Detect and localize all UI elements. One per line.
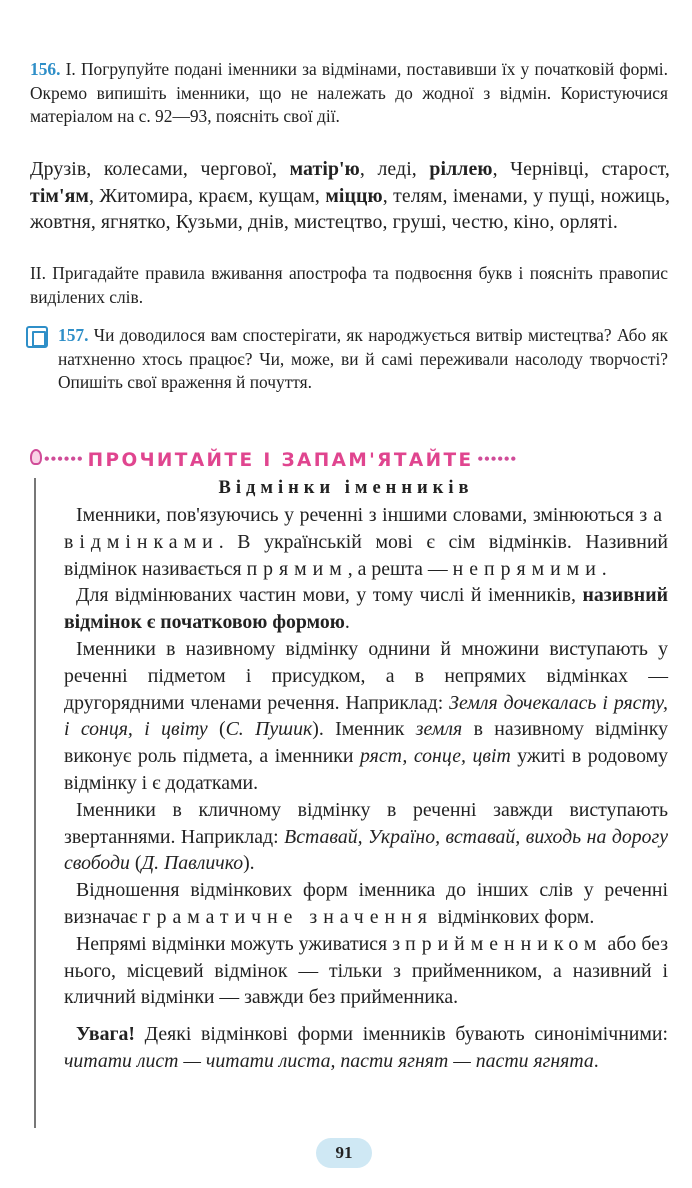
page-number: 91 (316, 1138, 372, 1168)
book-icon (26, 326, 48, 348)
exercise-text: Чи доводилося вам спостерігати, як народжується витвір мистецтва? Або як натхненно хтось працює? Чи, може, ви й самі переживали насолоду творчості? Опишіть свої враження й почуття. (58, 325, 668, 392)
word-list-text: , леді, (359, 158, 430, 180)
highlighted-word: матір'ю (289, 158, 360, 180)
exercise-156-task-2: ІІ. Пригадайте правила вживання апострофа та подвоєння букв і поясніть правопис виділених слів. (30, 263, 668, 307)
highlighted-word: тім'ям (30, 184, 89, 207)
rule-header-title: ПРОЧИТАЙТЕ І ЗАПАМ'ЯТАЙТЕ (87, 449, 474, 471)
rule-note: Увага! Деякі відмінкові форми іменників бувають синонімічними: читати лист — читати листа, пасти ягнят — пасти ягнята. (64, 1023, 668, 1072)
rule-paragraph: Для відмінюваних частин мови, у тому числі й іменників, називний відмінок є початковою формою. (64, 584, 668, 634)
exercise-156-task (30, 58, 668, 129)
rule-title: Відмінки іменників (218, 478, 474, 498)
rule-paragraph: Іменники в кличному відмінку в реченні завжди виступають звертаннями. Наприклад: Вставай, Україно, вставай, виходь на дорогу свободи (Д. Павличко). (64, 798, 668, 875)
word-list-text: , телям, іменами, у пущі, ножиць, жовтня, ягнятко, Кузьми, днів, мистецтво, груші, честю, кіно, орляті. (30, 184, 671, 233)
rule-body (64, 502, 668, 1075)
dots-decoration: •••••• (477, 451, 518, 468)
exercise-number: 157. (58, 325, 89, 345)
rule-paragraph: Іменники в називному відмінку однини й множини виступають у реченні підметом і присудком, а в непрямих відмінках — другорядними членами речення. Наприклад: Земля дочекалась і рясту, і сонця, і цвіту (С. Пушик). Іменник земля в називному відмінку виконує роль підмета, а іменники ряст, сонце, цвіт ужиті в родовому відмінку і є додатками. (64, 637, 668, 794)
rule-header (30, 446, 676, 474)
highlighted-word: ріллею (429, 158, 493, 180)
highlighted-word: міццю (325, 184, 383, 207)
word-list-text: , Житомира, краєм, кущам, (88, 184, 326, 207)
rule-paragraph: Відношення відмінкових форм іменника до інших слів у реченні визначає граматичне значення відмінкових форм. (64, 879, 668, 928)
rule-paragraph: Іменники, пов'язуючись у реченні з іншими словами, змінюються за відмінками. В українській мові є сім відмінків. Називний відмінок називається прямим, а решта — непрямими. (64, 504, 668, 580)
rule-side-bar (34, 478, 36, 1128)
exercise-text: І. Погрупуйте подані іменники за відмінами, поставивши їх у початковій формі. Окремо випишіть іменники, що не належать до жодної з відмін. Користуючися матеріалом на с. 92—93, поясніть свої дії. (30, 59, 668, 126)
exercise-157-task (58, 324, 668, 395)
rule-paragraph: Непрямі відмінки можуть уживатися з прийменником або без нього, місцевий відмінок — тільки з прийменником, а називний і кличний відмінки — завжди без прийменника. (64, 932, 669, 1009)
lightbulb-icon (30, 449, 42, 465)
word-list-text: Друзів, колесами, чергової, (30, 158, 290, 180)
exercise-number: 156. (30, 59, 61, 79)
dots-decoration: •••••• (44, 451, 84, 468)
word-list-text: , Чернівці, старост, (492, 158, 670, 180)
exercise-156-word-list (30, 156, 670, 236)
